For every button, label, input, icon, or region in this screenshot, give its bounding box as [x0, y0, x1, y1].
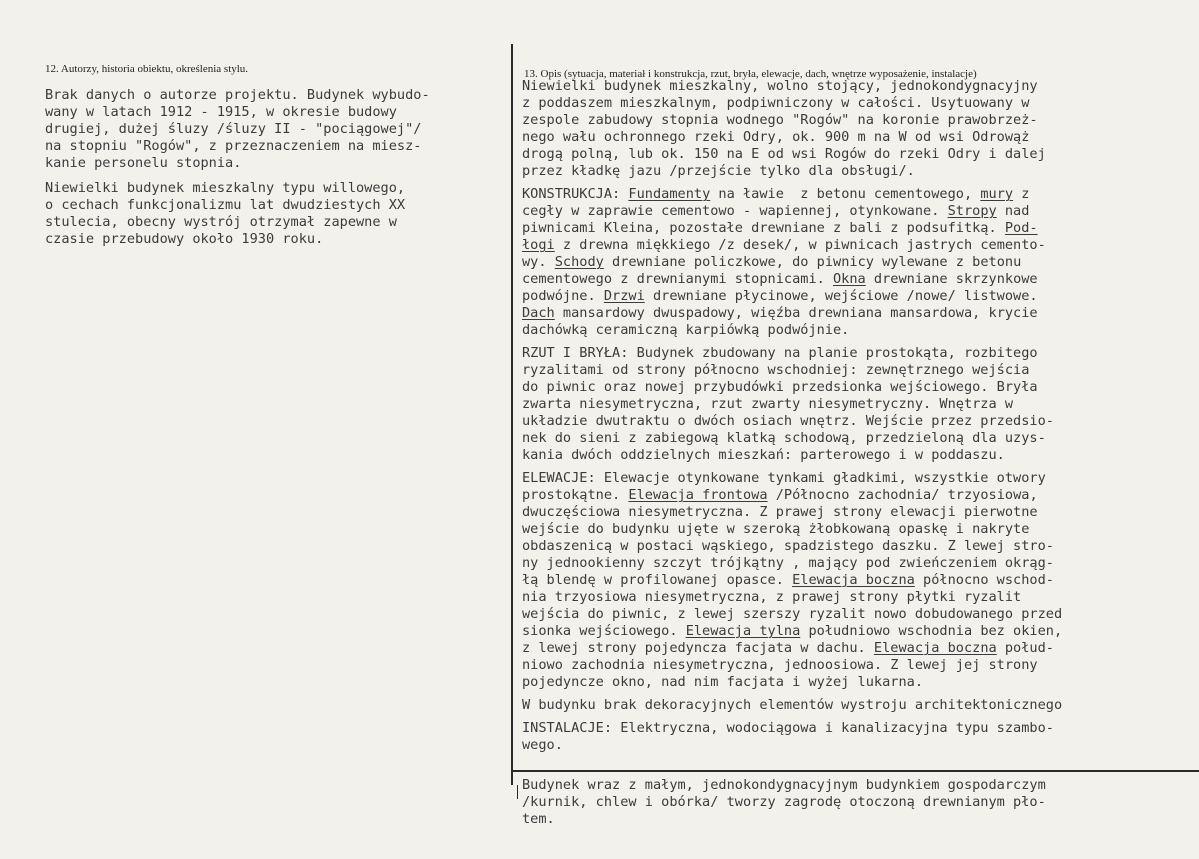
underlined-term: Okna	[833, 271, 866, 287]
construction-text: na ławie z betonu cementowego,	[710, 186, 981, 202]
construction-label: KONSTRUKCJA:	[522, 186, 629, 202]
underlined-term: Elewacja boczna	[792, 572, 915, 588]
farmstead-section	[522, 777, 1198, 836]
construction-text: z cegły w zaprawie cementowo - wapiennej, otynkowane.	[522, 186, 1030, 219]
description-column	[522, 78, 1198, 762]
elevations-text: południowo wschodnia bez okien, z lewej strony pojedyncza facjata w dachu.	[522, 623, 1063, 656]
style-paragraph: Niewielki budynek mieszkalny typu willowego, o cechach funkcjonalizmu lat dwudziestych XX stulecia, obecny wystrój otrzymał zapewne w czasie przebudowy około 1930 roku.	[45, 180, 406, 247]
section-12-heading: 12. Autorzy, historia obiektu, określenia stylu.	[45, 63, 249, 75]
elevations-text: połud- niowo zachodnia niesymetryczna, jednoosiowa. Z lewej jej strony pojedyncze okno, nad nim facjata i wyżej lukarna.	[522, 640, 1054, 690]
underlined-term: Drzwi	[603, 288, 645, 304]
underlined-term: łogi	[522, 237, 555, 253]
underlined-term: Elewacja boczna	[873, 640, 997, 656]
underlined-term: Elewacja frontowa	[628, 487, 768, 503]
elevations-text: ELEWACJE: Elewacje otynkowane tynkami gładkimi, wszystkie otwory prostokątne.	[522, 470, 1046, 503]
construction-text: drewniane policzkowe, do piwnicy wylewane z betonu cementowego z drewnianymi stopnicami.	[522, 254, 1022, 287]
underlined-term: Dach	[522, 305, 555, 321]
construction-text: nad piwnicami Kleina, pozostałe drewniane z bali z podsufitką.	[522, 203, 1030, 236]
decoration-paragraph: W budynku brak dekoracyjnych elementów wystroju architektonicznego	[522, 697, 1063, 713]
construction-text: drewniane płycinowe, wejściowe /nowe/ listwowe.	[652, 288, 1038, 304]
construction-paragraph	[522, 186, 1198, 339]
situation-paragraph: Niewielki budynek mieszkalny, wolno stojący, jednokondygnacyjny z poddaszem mieszkalnym, podpiwniczony w całości. Usytuowany w zespole zabudowy stopnia wodnego "Rogów" na koronie prawobrzeż- nego wału ochronnego rzeki Odry, ok. 900 m na W od wsi Odrowąż drogą polną, lub ok. 150 na E od wsi Rogów do rzeki Odry i dalej przez kładkę jazu /przejście tylko dla obsługi/.	[522, 78, 1046, 179]
section-13-heading: 13. Opis (sytuacja, materiał i konstrukcja, rzut, bryła, elewacje, dach, wnętrze wyposażenie, instalacje)	[524, 68, 977, 80]
history-column	[45, 87, 507, 256]
underlined-term: Fundamenty	[628, 186, 711, 202]
underlined-term: Pod-	[1004, 220, 1038, 236]
column-divider-bottom	[517, 785, 518, 799]
section-divider	[513, 770, 1199, 772]
plan-paragraph: RZUT I BRYŁA: Budynek zbudowany na planie prostokąta, rozbitego ryzalitami od strony północno wschodniej: zewnętrznego wejścia do piwnic oraz nowej przybudówki przedsionka wejściowego. Bryła zwarta niesymetryczna, rzut zwarty niesymetryczny. Wnętrza w układzie dwutraktu o dwóch osiach wnętrz. Wejście przez przedsio- nek do sieni z zabiegową klatką schodową, przedzieloną dla uzys- kania dwóch oddzielnych mieszkań: parterowego i w poddaszu.	[522, 345, 1054, 463]
installations-paragraph: INSTALACJE: Elektryczna, wodociągowa i kanalizacyjna typu szambo- wego.	[522, 720, 1054, 753]
elevations-text: /Północno zachodnia/ trzyosiowa, dwuczęściowa niesymetryczna. Z prawej strony elewacji pierwotne wejście do budynku ujęte w szeroką żłobkowaną opaskę i nakryte obdaszenicą w postaci wąskiego, spadzistego daszku. Z lewej stro- ny jednookienny szczyt trójkątny , mający pod zwieńczeniem okrąg- łą blendę w profilowanej opasce.	[522, 487, 1054, 588]
elevations-text: północno wschod- nia trzyosiowa niesymetryczna, z prawej strony płytki ryzalit wejścia do piwnic, z lewej szerszy ryzalit nowo dobudowanego przed sionka wejściowego.	[522, 572, 1063, 639]
author-history-paragraph: Brak danych o autorze projektu. Budynek wybudo- wany w latach 1912 - 1915, w okresie budowy drugiej, dużej śluzy /śluzy II - "pociągowej"/ na stopniu "Rogów", z przeznaczeniem na miesz- kanie personelu stopnia.	[45, 87, 430, 171]
construction-text: z drewna miękkiego /z desek/, w piwnicach jastrych cemento- wy.	[522, 237, 1046, 270]
column-divider	[511, 44, 513, 785]
elevations-paragraph	[522, 470, 1198, 691]
underlined-term: Elewacja tylna	[685, 623, 801, 639]
construction-text: mansardowy dwuspadowy, więźba drewniana mansardowa, krycie dachówką ceramiczną karpiówką podwójnie.	[522, 305, 1038, 338]
farmstead-paragraph: Budynek wraz z małym, jednokondygnacyjnym budynkiem gospodarczym /kurnik, chlew i obórka/ tworzy zagrodę otoczoną drewnianym pło- tem.	[522, 777, 1046, 827]
construction-text: drewniane skrzynkowe podwójne.	[522, 271, 1038, 304]
underlined-term: Stropy	[947, 203, 997, 219]
underlined-term: Schody	[554, 254, 604, 270]
underlined-term: mury	[980, 186, 1014, 202]
